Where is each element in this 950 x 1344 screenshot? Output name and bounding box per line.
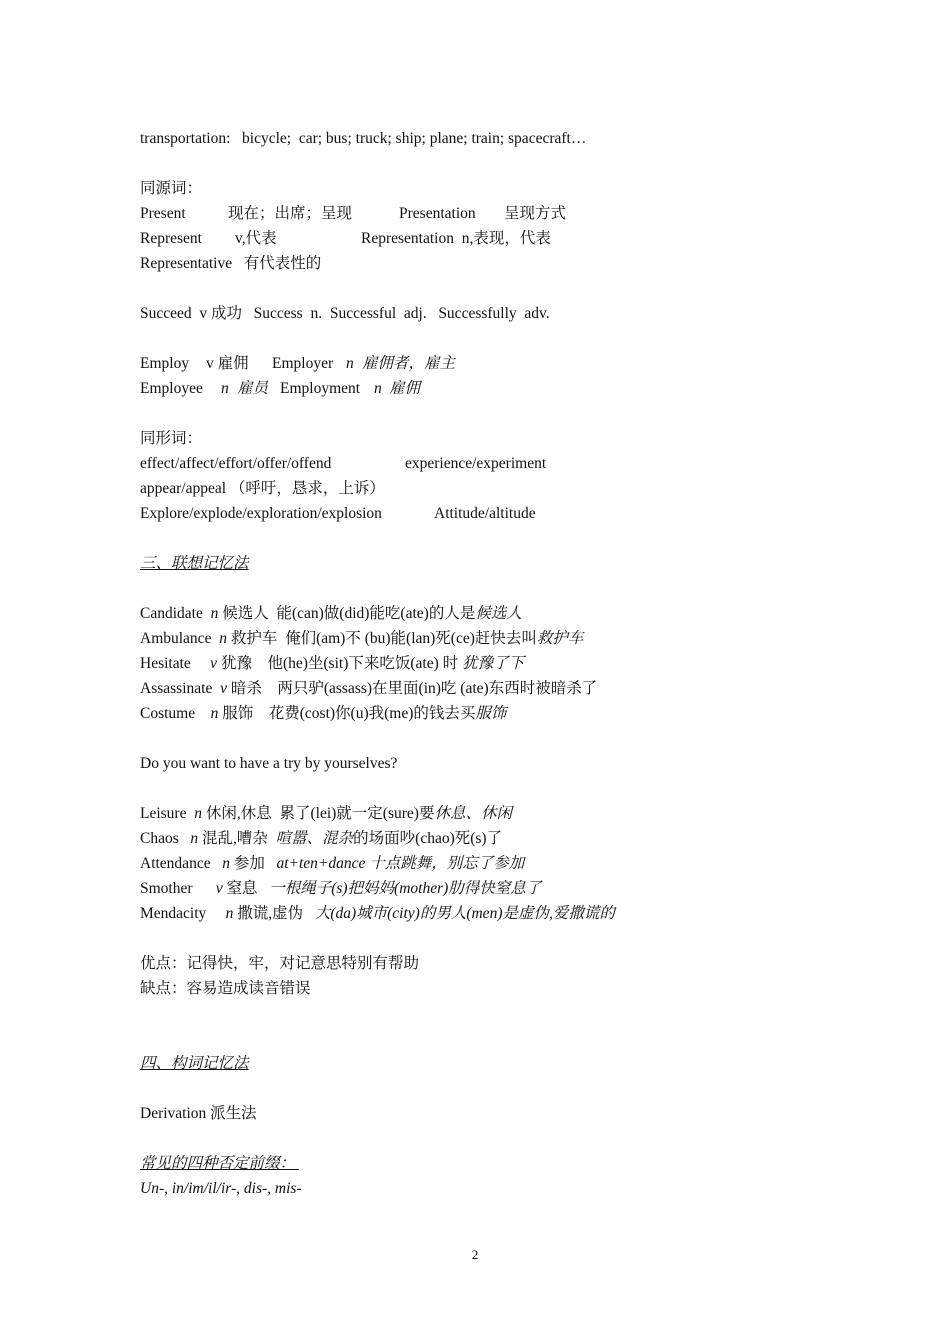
vocab-word: Costume (140, 705, 196, 722)
association-list (140, 601, 840, 726)
word-employ: Employ (140, 355, 190, 372)
mnemonic-after: 的场面吵(chao)死(s)了 (353, 830, 503, 847)
word-employer: Employer (272, 355, 334, 372)
word-presentation: Presentation (399, 205, 476, 222)
vocab-meaning: 参加 (229, 855, 277, 872)
vocab-row (140, 826, 840, 851)
vocab-meaning: 撒谎,虚伪 (233, 905, 315, 922)
spacer (203, 605, 211, 622)
mnemonic-emphasis: 休息、休闲 (434, 805, 512, 822)
document-body (140, 126, 840, 1201)
word-employment: Employment (280, 380, 361, 397)
vocab-word: Smother (140, 880, 193, 897)
word-present: Present (140, 205, 186, 222)
vocab-meaning: 救护车 俺们(am)不 (bu)能(lan)死(ce)赶快去叫 (226, 630, 537, 647)
explore-group: Explore/explode/exploration/explosion (140, 505, 382, 522)
employer-pos: n (346, 355, 354, 372)
section-4-heading: 四、构词记忆法 (140, 1055, 249, 1072)
represent-meaning: v,代表 (235, 230, 277, 247)
vocab-meaning: 服饰 花费(cost)你(u)我(me)的钱去买 (218, 705, 476, 722)
word-represent: Represent (140, 230, 202, 247)
vocab-row (140, 901, 840, 926)
part-of-speech: n (222, 855, 230, 872)
try-question: Do you want to have a try by yourselves? (140, 755, 398, 772)
employee-row (140, 376, 840, 401)
pros-line: 优点：记得快，牢，对记意思特别有帮助 (140, 955, 420, 972)
cons-line: 缺点：容易造成读音错误 (140, 980, 311, 997)
represent-row (140, 226, 840, 251)
vocab-word: Assassinate (140, 680, 213, 697)
vocab-word: Candidate (140, 605, 203, 622)
association-practice-list (140, 801, 840, 926)
appeal-row: appear/appeal （呼吁，恳求，上诉） (140, 480, 385, 497)
spacer (206, 905, 225, 922)
present-row (140, 201, 840, 226)
employ-meaning: v 雇佣 (206, 355, 249, 372)
vocab-meaning: 休闲,休息 累了(lei)就一定(sure)要 (201, 805, 435, 822)
vocab-row (140, 701, 840, 726)
vocab-meaning: 混乱,嘈杂 (198, 830, 276, 847)
attitude-group: Attitude/altitude (434, 505, 536, 522)
mnemonic-emphasis: 喧嚣、混杂 (275, 830, 354, 847)
mnemonic-emphasis: at+ten+dance 十点跳舞，别忘了参加 (276, 855, 525, 872)
effect-group: effect/affect/effort/offer/offend (140, 455, 332, 472)
vocab-word: Ambulance (140, 630, 212, 647)
part-of-speech: v (215, 880, 223, 897)
vocab-word: Mendacity (140, 905, 207, 922)
employee-meaning: 雇员 (237, 380, 269, 397)
vocab-word: Chaos (140, 830, 179, 847)
spacer (195, 705, 211, 722)
word-representation: Representation n,表现，代表 (361, 230, 551, 247)
vocab-word: Attendance (140, 855, 211, 872)
word-employee: Employee (140, 380, 203, 397)
mnemonic-emphasis: 服饰 (475, 705, 507, 722)
part-of-speech: n (225, 905, 234, 922)
effect-row (140, 451, 840, 476)
vocab-row (140, 676, 840, 701)
prefix-heading: 常见的四种否定前缀： (140, 1155, 299, 1172)
mnemonic-emphasis: 候选人 (475, 605, 522, 622)
prefix-list: Un-, in/im/il/ir-, dis-, mis- (140, 1180, 302, 1197)
vocab-meaning: 犹豫 他(he)坐(sit)下来吃饭(ate) 时 (217, 655, 462, 672)
employment-pos: n (374, 380, 382, 397)
employ-row (140, 351, 840, 376)
succeed-row: Succeed v 成功 Success n. Successful adj. Successfully adv. (140, 305, 550, 322)
mnemonic-emphasis: 救护车 (536, 630, 584, 647)
present-meaning: 现在；出席；呈现 (228, 205, 353, 222)
vocab-row (140, 626, 840, 651)
vocab-row (140, 651, 840, 676)
employee-pos: n (221, 380, 229, 397)
vocab-meaning: 暗杀 两只驴(assass)在里面(in)吃 (ate)东西时被暗杀了 (226, 680, 598, 697)
employer-meaning: 雇佣者，雇主 (362, 355, 456, 372)
vocab-row (140, 601, 840, 626)
explore-row (140, 501, 840, 526)
part-of-speech: v (210, 655, 218, 672)
vocab-word: Leisure (140, 805, 187, 822)
part-of-speech: n (190, 830, 199, 847)
part-of-speech: n (210, 605, 219, 622)
spacer (191, 655, 210, 672)
mnemonic-emphasis: 一根绳子(s)把妈妈(mother)肋得快窒息了 (269, 880, 542, 897)
page-number: 2 (471, 1247, 479, 1262)
part-of-speech: n (210, 705, 219, 722)
presentation-meaning: 呈现方式 (504, 205, 567, 222)
vocab-word: Hesitate (140, 655, 191, 672)
spacer (211, 855, 223, 872)
vocab-row (140, 876, 840, 901)
mnemonic-emphasis: 大(da)城市(city)的男人(men)是虚伪,爱撒谎的 (314, 905, 615, 922)
experience-group: experience/experiment (405, 455, 547, 472)
spacer (179, 830, 191, 847)
mnemonic-emphasis: 犹豫了下 (462, 655, 525, 672)
representative-row: Representative 有代表性的 (140, 255, 322, 272)
derivation-line: Derivation 派生法 (140, 1105, 257, 1122)
vocab-row (140, 801, 840, 826)
cognates-heading: 同源词： (140, 180, 203, 197)
vocab-row (140, 851, 840, 876)
section-3-heading: 三、联想记忆法 (140, 555, 249, 572)
vocab-meaning: 候选人 能(can)做(did)能吃(ate)的人是 (218, 605, 476, 622)
transportation-line: transportation: bicycle; car; bus; truck; ship; plane; train; spacecraft… (140, 130, 587, 147)
part-of-speech: n (219, 630, 227, 647)
part-of-speech: n (194, 805, 202, 822)
spacer (193, 880, 216, 897)
vocab-meaning: 窒息 (222, 880, 270, 897)
similar-heading: 同形词： (140, 430, 203, 447)
employment-meaning: 雇佣 (389, 380, 421, 397)
spacer (212, 680, 220, 697)
part-of-speech: v (220, 680, 227, 697)
